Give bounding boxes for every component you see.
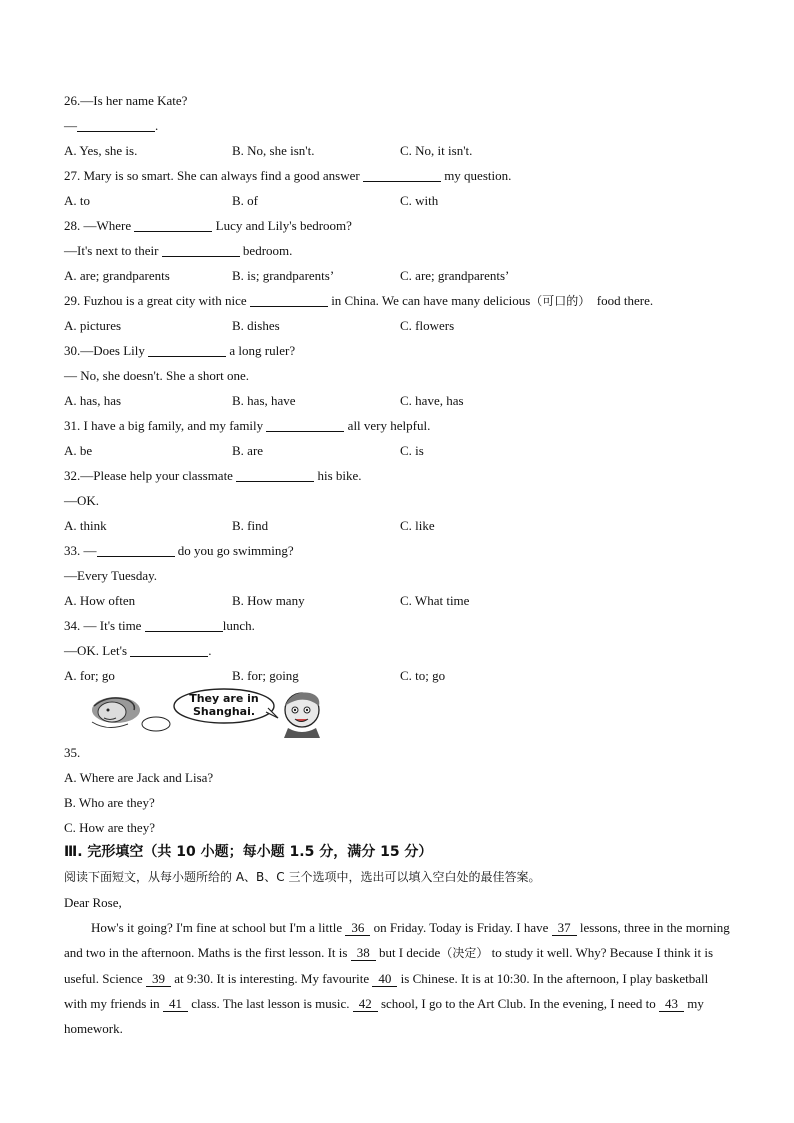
q34-answer-line: —OK. Let's . [64,643,212,658]
bubble-line-1: They are in [189,692,259,705]
option-a[interactable]: A. How often [64,593,136,608]
option-b[interactable]: B. How many [232,593,305,608]
blank-36[interactable]: 36 [345,921,370,936]
q35-option-b[interactable]: B. Who are they? [64,795,155,810]
q28-options [64,263,744,288]
option-a[interactable]: A. Yes, she is. [64,143,138,158]
answer-blank[interactable] [250,292,328,307]
q26-answer-line: — . [64,118,159,133]
option-a[interactable]: A. think [64,518,107,533]
option-b[interactable]: B. No, she isn't. [232,143,315,158]
q34-options [64,663,744,688]
blank-37[interactable]: 37 [552,921,577,936]
blank-40[interactable]: 40 [372,972,397,987]
answer-blank[interactable] [97,542,175,557]
q28-stem: 28. —Where Lucy and Lily's bedroom? [64,218,352,233]
q34-stem: 34. — It's time lunch. [64,618,255,633]
blank-42[interactable]: 42 [353,997,378,1012]
q35-number: 35. [64,745,81,760]
option-c[interactable]: C. have, has [400,393,464,408]
blank-41[interactable]: 41 [163,997,188,1012]
option-a[interactable]: A. pictures [64,318,122,333]
q32-options [64,513,744,538]
q30-options [64,388,744,413]
answer-blank[interactable] [148,342,226,357]
option-b[interactable]: B. of [232,193,258,208]
cloze-passage: How's it going? I'm fine at school but I'm a little 36 on Friday. Today is Friday. I have 37 lessons, three in the morning and two in the afternoon. Maths is the first lesson. It is 38 but I decide（决定） to study it well. Why? Because I think it is useful. Science 39 at 9:30. It is interesting. My favourite 40 is Chinese. It is at 10:30. In the afternoon, I play basketball with my friends in 41 class. The last lesson is music. 42 school, I go to the Art Club. In the evening, I need to 43 my homework. [64,920,730,1036]
q30-stem: 30.—Does Lily a long ruler? [64,343,296,358]
option-b[interactable]: B. find [232,518,269,533]
q32-stem: 32.—Please help your classmate his bike. [64,468,362,483]
option-b[interactable]: B. has, have [232,393,296,408]
option-a[interactable]: A. be [64,443,93,458]
answer-blank[interactable] [134,217,212,232]
speech-bubble [174,689,278,723]
option-c[interactable]: C. to; go [400,668,446,683]
blank-43[interactable]: 43 [659,997,684,1012]
answer-blank[interactable] [130,642,208,657]
q27-stem: 27. Mary is so smart. She can always find a good answer my question. [64,168,512,183]
option-c[interactable]: C. are; grandparents’ [400,268,510,283]
exam-page [64,88,744,1041]
q27-options [64,188,744,213]
q35-picture [64,688,744,740]
q35-option-c[interactable]: C. How are they? [64,820,155,835]
option-c[interactable]: C. is [400,443,424,458]
q32-answer-line: —OK. [64,493,100,508]
answer-blank[interactable] [145,617,223,632]
q29-options [64,313,744,338]
answer-blank[interactable] [236,467,314,482]
option-c[interactable]: C. flowers [400,318,455,333]
q35-option-a[interactable]: A. Where are Jack and Lisa? [64,770,214,785]
bubble-line-2: Shanghai. [192,705,256,718]
section-3-instruction: 阅读下面短文，从每小题所给的 A、B、C 三个选项中，选出可以填入空白处的最佳答案。 [64,870,541,884]
option-c[interactable]: C. with [400,193,439,208]
boy-figure-icon [284,693,320,738]
q31-stem: 31. I have a big family, and my family all very helpful. [64,418,431,433]
q26-options [64,138,744,163]
q28-answer-line: —It's next to their bedroom. [64,243,293,258]
q30-answer-line: — No, she doesn't. She a short one. [64,368,250,383]
option-a[interactable]: A. has, has [64,393,122,408]
q29-stem: 29. Fuzhou is a great city with nice in China. We can have many delicious（可口的） food there. [64,293,654,308]
option-b[interactable]: B. dishes [232,318,280,333]
answer-blank[interactable] [77,117,155,132]
answer-blank[interactable] [266,417,344,432]
blank-38[interactable]: 38 [351,946,376,961]
option-a[interactable]: A. for; go [64,668,115,683]
cartoon-illustration [88,688,328,738]
letter-greeting: Dear Rose, [64,895,122,910]
option-c[interactable]: C. No, it isn't. [400,143,473,158]
option-b[interactable]: B. is; grandparents’ [232,268,335,283]
answer-blank[interactable] [162,242,240,257]
section-3-title: Ⅲ. 完形填空（共 10 小题；每小题 1.5 分，满分 15 分） [64,844,433,860]
q33-answer-line: —Every Tuesday. [64,568,158,583]
q33-options [64,588,744,613]
q26-stem: 26.—Is her name Kate? [64,93,188,108]
option-b[interactable]: B. for; going [232,668,299,683]
q33-stem: 33. — do you go swimming? [64,543,294,558]
blank-39[interactable]: 39 [146,972,171,987]
option-a[interactable]: A. are; grandparents [64,268,170,283]
q31-options [64,438,744,463]
girl-figure-icon [92,697,140,728]
option-c[interactable]: C. What time [400,593,470,608]
option-c[interactable]: C. like [400,518,435,533]
option-a[interactable]: A. to [64,193,90,208]
answer-blank[interactable] [363,167,441,182]
option-b[interactable]: B. are [232,443,264,458]
